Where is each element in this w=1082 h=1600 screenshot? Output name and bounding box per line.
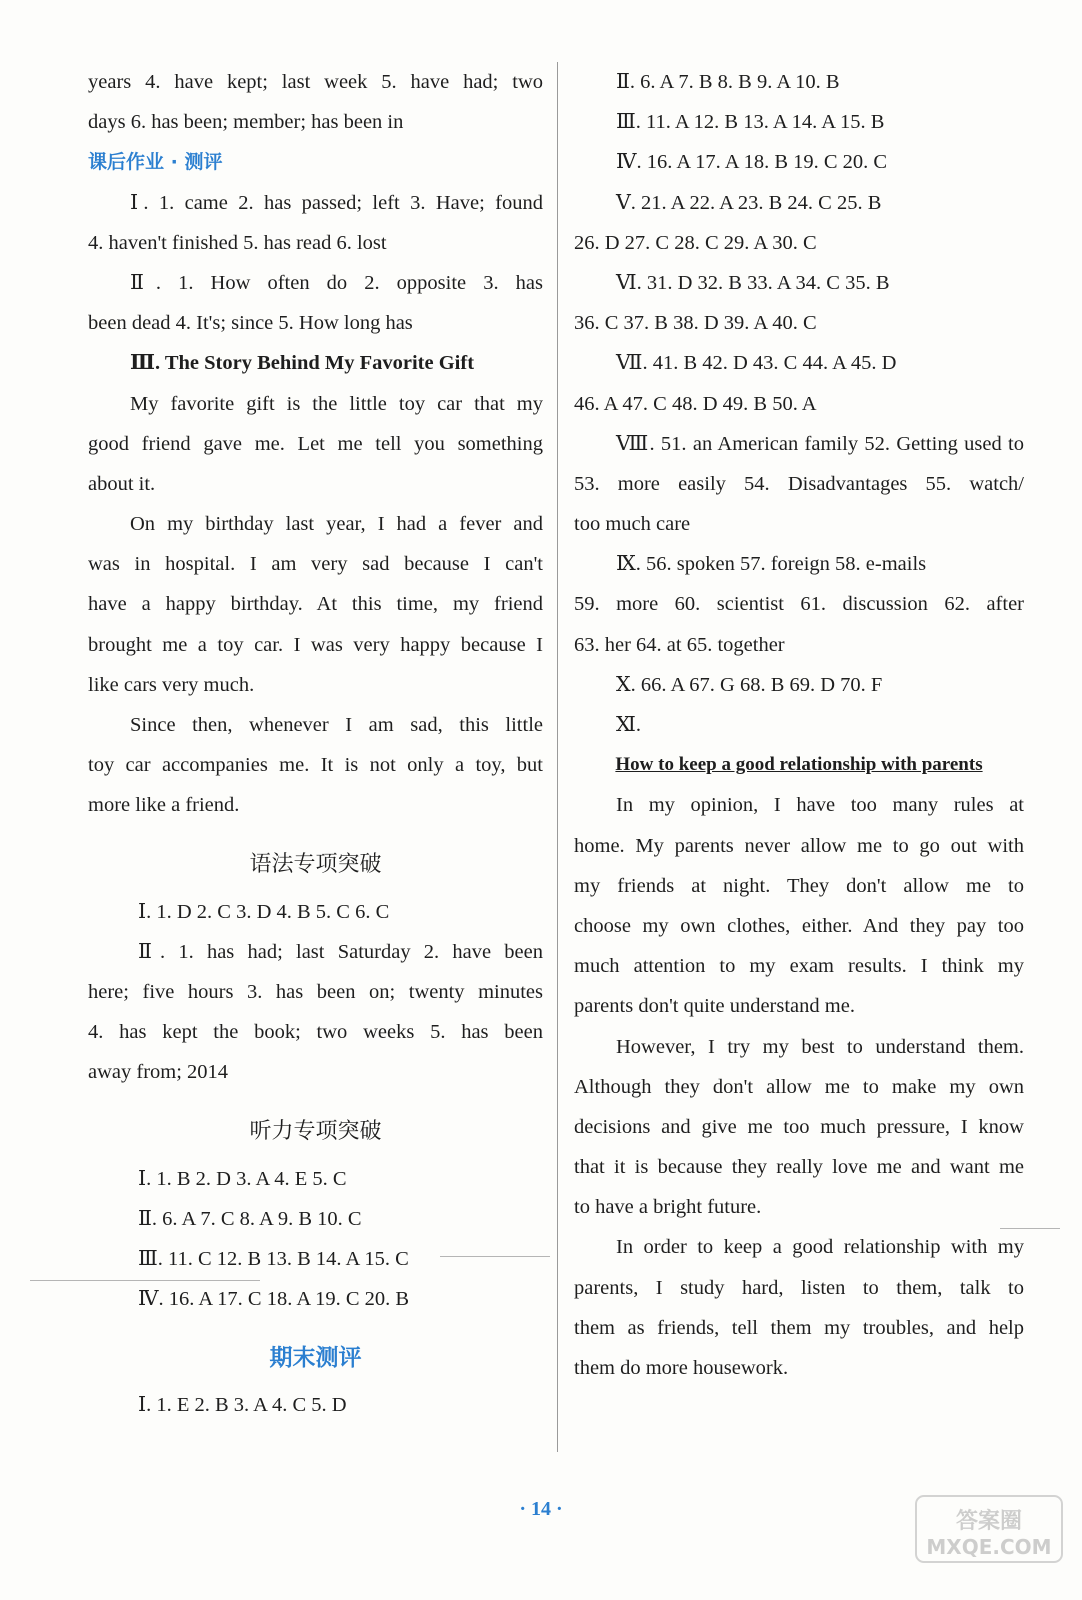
- essay-line: In order to keep a good relationship with my: [616, 1236, 1024, 1259]
- answer-line: Ⅱ. 6. A 7. C 8. A 9. B 10. C: [138, 1207, 362, 1230]
- answer-line: 63. her 64. at 65. together: [574, 633, 785, 656]
- essay-line: However, I try my best to understand them.: [616, 1035, 1024, 1058]
- essay-line: toy car accompanies me. It is not only a toy, but: [88, 754, 543, 777]
- essay-line: much attention to my exam results. I think my: [574, 955, 1024, 978]
- essay-line: brought me a toy car. I was very happy because I: [88, 633, 543, 656]
- essay-line: My favorite gift is the little toy car that my: [130, 392, 543, 415]
- watermark-logo: [914, 1494, 1064, 1564]
- essay-line: home. My parents never allow me to go out with: [574, 834, 1024, 857]
- answer-line: Ⅰ. 1. E 2. B 3. A 4. C 5. D: [138, 1394, 347, 1417]
- essay-line: In my opinion, I have too many rules at: [616, 794, 1024, 817]
- essay-line: Since then, whenever I am sad, this little: [130, 714, 543, 736]
- answer-line: Ⅰ. 1. D 2. C 3. D 4. B 5. C 6. C: [138, 900, 390, 923]
- answer-line: Ⅷ. 51. an American family 52. Getting used to: [616, 432, 1024, 455]
- essay-line: them as friends, tell them my troubles, and help: [574, 1316, 1024, 1339]
- section-heading-homework: 课后作业 · 测评: [88, 151, 223, 174]
- essay-line: good friend gave me. Let me tell you something: [88, 432, 543, 455]
- essay-line: parents, I study hard, listen to them, talk to: [574, 1276, 1024, 1299]
- svg-text:MXQE.COM: MXQE.COM: [926, 1535, 1052, 1559]
- answer-line: Ⅲ. 11. A 12. B 13. A 14. A 15. B: [616, 111, 885, 134]
- answer-line: Ⅱ. 1. has had; last Saturday 2. have been: [138, 940, 543, 963]
- column-divider: [557, 62, 558, 1452]
- answer-line: Ⅳ. 16. A 17. A 18. B 19. C 20. C: [616, 151, 888, 174]
- essay-line: was in hospital. I am very sad because I can't: [88, 553, 543, 576]
- scan-line: [440, 1256, 550, 1257]
- essay-line: about it.: [88, 472, 156, 495]
- answer-line: Ⅰ. 1. B 2. D 3. A 4. E 5. C: [138, 1167, 347, 1190]
- answer-line: 26. D 27. C 28. C 29. A 30. C: [574, 231, 817, 254]
- page-number: · 14 ·: [519, 1498, 563, 1520]
- answer-line: 4. has kept the book; two weeks 5. has been: [88, 1021, 543, 1044]
- answer-line: here; five hours 3. has been on; twenty minutes: [88, 980, 543, 1003]
- essay-title: Ⅲ. The Story Behind My Favorite Gift: [130, 352, 475, 375]
- answer-line: Ⅱ. 6. A 7. B 8. B 9. A 10. B: [616, 71, 840, 93]
- answer-line: Ⅵ. 31. D 32. B 33. A 34. C 35. B: [616, 271, 890, 294]
- answer-line: 59. more 60. scientist 61. discussion 62. after: [574, 593, 1024, 616]
- answer-line: 4. haven't finished 5. has read 6. lost: [88, 231, 387, 254]
- answer-line: away from; 2014: [88, 1061, 229, 1084]
- essay-line: them do more housework.: [574, 1357, 789, 1379]
- essay-line: Although they don't allow me to make my own: [574, 1075, 1024, 1098]
- scan-line: [30, 1280, 260, 1281]
- essay-line: On my birthday last year, I had a fever and: [130, 513, 543, 536]
- answer-line: years 4. have kept; last week 5. have had; two: [88, 71, 543, 93]
- essay-line: parents don't quite understand me.: [574, 995, 855, 1018]
- section-heading-grammar: 语法专项突破: [249, 851, 382, 877]
- essay-line: like cars very much.: [88, 673, 255, 696]
- answer-line: 36. C 37. B 38. D 39. A 40. C: [574, 312, 817, 335]
- left-column: [88, 62, 543, 1425]
- answer-line: 46. A 47. C 48. D 49. B 50. A: [574, 392, 817, 415]
- answer-line: Ⅰ. 1. came 2. has passed; left 3. Have; found: [130, 191, 543, 214]
- answer-line: too much care: [574, 513, 691, 536]
- essay-line: more like a friend.: [88, 794, 240, 817]
- essay-line: choose my own clothes, either. And they pay too: [574, 914, 1024, 937]
- answer-line: 53. more easily 54. Disadvantages 55. watch/: [574, 472, 1024, 495]
- right-column: [574, 62, 1024, 1388]
- essay-line: to have a bright future.: [574, 1196, 762, 1219]
- svg-text:答案圈: 答案圈: [955, 1509, 1023, 1534]
- answer-line: Ⅴ. 21. A 22. A 23. B 24. C 25. B: [616, 191, 882, 214]
- answer-line: Ⅲ. 11. C 12. B 13. B 14. A 15. C: [138, 1247, 409, 1270]
- answer-line: Ⅹ. 66. A 67. G 68. B 69. D 70. F: [616, 673, 883, 696]
- answer-line: Ⅺ.: [616, 714, 641, 736]
- answer-line: been dead 4. It's; since 5. How long has: [88, 312, 413, 335]
- answer-line: Ⅶ. 41. B 42. D 43. C 44. A 45. D: [616, 352, 897, 375]
- section-heading-final-test: 期末测评: [269, 1345, 362, 1372]
- answer-line: Ⅱ. 1. How often do 2. opposite 3. has: [130, 271, 543, 294]
- essay-line: decisions and give me too much pressure, I know: [574, 1115, 1024, 1138]
- essay-line: that it is because they really love me and want me: [574, 1156, 1024, 1179]
- answer-line: days 6. has been; member; has been in: [88, 111, 404, 134]
- section-heading-listening: 听力专项突破: [249, 1118, 382, 1144]
- answer-line: Ⅳ. 16. A 17. C 18. A 19. C 20. B: [138, 1288, 410, 1311]
- essay-line: my friends at night. They don't allow me to: [574, 874, 1024, 897]
- essay-line: have a happy birthday. At this time, my friend: [88, 593, 543, 616]
- answer-line: Ⅸ. 56. spoken 57. foreign 58. e-mails: [616, 553, 927, 576]
- essay-title: How to keep a good relationship with parents: [615, 754, 983, 776]
